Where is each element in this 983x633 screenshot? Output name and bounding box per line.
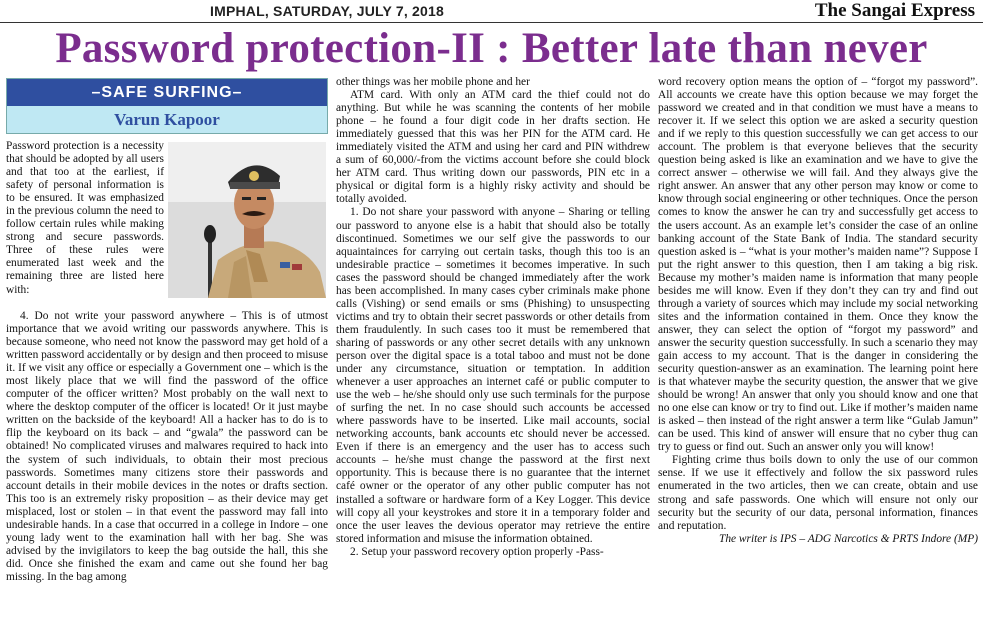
article-column-2 [336, 76, 650, 633]
page-header [0, 0, 983, 23]
article-column-3 [658, 76, 978, 633]
paragraph-2-start: 2. Setup your password recovery option properly -Pass- [350, 545, 604, 558]
article-column-1 [6, 78, 328, 633]
paragraph-4: 4. Do not write your password anywhere – This is of utmost importance that we avoid writing our passwords anywhere. This is because someone, who need not know the password may get hold of a written password accidentally or by design and then proceed to misuse it. If we visit any office or especially a Government one – which is the most likely place that we will find the password of the office computer of the officer written? Most probably on the wall next to where the desktop computer of the officer is located! Or it just maybe written on the backside of the keyboard! All a hacker has to do is to flip the keyboard on its back – and “gwala” the password can be obtained! No complicated viruses and malwares required to hack into the system of such individuals, to obtain their most precious passwords. Sometimes many citizens store their passwords and account details in their mobile devices in the notes or drafts section. This too is an extremely risky proposition – as their device may get misplaced, lost or stolen – in that event the password may fall into undesirable hands. In a case that occurred in a college in Indore – one young lady went to the examination hall with her bag. She was advised by the invigilators to keep the bag outside the hall, this she did. Once she finished the exam and came out she found her bag missing. In the bag among [6, 310, 328, 583]
author-name: Varun Kapoor [114, 110, 220, 129]
police-officer-portrait-icon [168, 142, 326, 298]
continuation-line: other things was her mobile phone and her [336, 76, 530, 88]
dateline: IMPHAL, SATURDAY, JULY 7, 2018 [210, 3, 444, 19]
newspaper-name: The Sangai Express [814, 0, 975, 21]
section-title: –SAFE SURFING– [7, 79, 327, 106]
conclusion-paragraph: Fighting crime thus boils down to only the use of our common sense. If we use it effectively and follow the six password rules enumerated in the two articles, then we can create, obtain and use strong and safe passwords. One which will ensure not only our security but the security of our data, personal information, finances and reputation. [658, 454, 978, 532]
paragraph-2-continued: word recovery option means the option of – “forgot my password”. All accounts we create have this option because we may forget the password we created and in that condition we must have a means to recover it. If we select this option we are asked a security question and if we reply to this question successfully we can get access to our account. The problem is that everyone believes that the security question being asked is like an examination and we have to give the correct answer – otherwise we will fail. And they always give the right answer. An answer that any other person may know or come to know through social engineering or other techniques. Once the person comes to know the answer he can try and successfully get access to the users account. As an example let’s consider the case of an online banking account of the State Bank of India. The standard security question asked is – “what is your mother’s maiden name”? Suppose I put the right answer to this question, then I am taking a big risk. Because my mother’s maiden name is information that many people besides me will know. Even if they don’t they can try and find out through a variety of sources which may include my social networking sites and the information contained in them. Once they know the answer, they can select the option of “forgot my password” and answer the security question successfully. In such a scenario they may gain access to my account. That is the danger in considering the security question-answer as an examination. The learning point here is that whatever maybe the security question, the answer that we give should be wrong! An answer that only you should know and one that no one else can know or try to find out. Like if mother’s maiden name is asked – then instead of the right answer a term like “Gulab Jamun” can be used. This kind of answer will ensure that no cyber thug can try to guess or find out. Such an answer only you will know! [658, 76, 978, 454]
paragraph-atm: ATM card. With only an ATM card the thief could not do anything. But while he was scanning the contents of her mobile phone – he found a four digit code in her drafts section. He immediately guessed that this was her PIN for the ATM card. He immediately visited the ATM and using her card and PIN withdrew a sum of 60,000/-from the victims account before she could block her ATM card. Thus writing down our passwords, PIN etc in a physical or digital form is a highly risky activity and should be totally avoided. [336, 89, 650, 206]
intro-paragraph: Password protection is a necessity that should be adopted by all users and that too at the earliest, if safety of personal information is to be ensured. It was emphasized in the previous column the need to follow certain rules while making strong and secure passwords. Three of these rules were enumerated last week and the remaining three are listed here with: [6, 140, 164, 296]
intro-area [6, 140, 328, 310]
paragraph-1: 1. Do not share your password with anyone – Sharing or telling our password to anyone else is a habit that should also be totally discontinued. Sometimes we our self give the passwords to our aquaintainces for carrying out certain tasks, though this too is an undesirable practice – sometimes it becomes imperative. In such cases the password should be changed immediately after the work has been accomplished. In many cases cyber criminals make phone calls (Vishing) or send emails or sms (Phishing) to unsuspecting victims and try to obtain their secret passwords or other details from them fraudulently. In such cases too it must be remembered that sharing of passwords or any other secret details with any unknown person over the digital space is a total taboo and must not be done under any circumstance, situation or temptation. In addition whenever a user approaches an internet café or public computer to use the web – he/she should only use such terminals for the purpose of surfing the net. In no case should such accounts be accessed where passwords have to be inserted. Like mail accounts, social networking accounts, bank accounts etc should never be accessed. Even if there is an emergency and the user has to access such accounts – he/she must change the password at the first next opportunity. This is because there is no guarantee that the internet café owner or the operator of any other public computer has not installed a software or hardware form of a Key Logger. This device will copy all your keystrokes and store it in a temporary folder and once the user leaves the devious operator may retrieve the entire stored information and misuse the information obtained. [336, 206, 650, 545]
byline-box [6, 78, 328, 134]
author-note: The writer is IPS – ADG Narcotics & PRTS Indore (MP) [718, 532, 978, 545]
article-headline: Password protection-II : Better late than never [55, 25, 928, 72]
author-photo [168, 142, 326, 298]
